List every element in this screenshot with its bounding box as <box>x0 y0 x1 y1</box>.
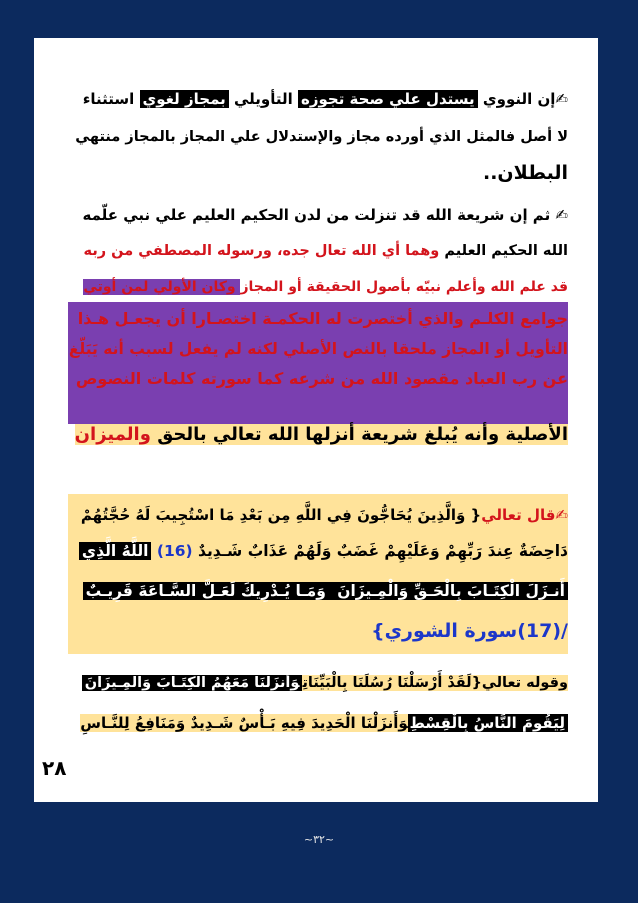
p1-line1: ✍إن النووي يستدل علي صحة تجوزه التأويلي بمجاز لغوي استثناء <box>82 90 568 108</box>
p2-line6: عن رب العباد مقصود الله من شرعه كما سورته كلمات النصوص <box>75 369 568 388</box>
p3-line2: دَاحِضَةٌ عِندَ رَبِّهِمْ وَعَلَيْهِمْ غَضَبٌ وَلَهُمْ عَذَابٌ شَـدِيدٌ (16) اللَّهُ الَّذِي <box>79 536 568 566</box>
page-number: ٢٨ <box>42 756 67 780</box>
p2-line4: جوامع الكلـم والذي أختصرت له الحكمـة اختصـارا أن يجعـل هـذا <box>77 309 568 328</box>
p1-line2: لا أصل فالمثل الذي أورده مجاز والإستدلال علي المجاز بالمجاز منتهي <box>75 129 568 145</box>
footer-page-number: ~٣٢~ <box>303 833 335 846</box>
p3-line4: /(17)سورة الشوري} <box>371 620 568 642</box>
p2-line1: ✍ ثم إن شريعة الله قد تنزلت من لدن الحكيم العليم علي نبي علّمه <box>82 206 568 224</box>
p2-line7: الأصلية وأنه يُبلغ شريعة أنزلها الله تعالي بالحق والميزان <box>74 424 568 445</box>
document-page <box>34 38 598 802</box>
p1-line3: البطلان.. <box>483 162 568 184</box>
p4-line2: لِيَقُومَ النَّاسُ بِالْقِسْطِوَأَنزَلْنَا الْحَدِيدَ فِيهِ بَـأْسٌ شَـدِيدٌ وَمَنَافِعُ لِلنَّـاسِ <box>80 708 568 738</box>
p2-line3: قد علم الله وأعلم نبيّه بأصول الحقيقة أو المجاز وكان الأولي لمن أوتي <box>83 279 568 295</box>
p4-line1: وقوله تعالي{لَقَدْ أَرْسَلْنَا رُسُلَنَا بِالْبَيِّنَاتِوَأَنزَلْنَا مَعَهُمُ الْكِتَـابَ وَالْمِـيزَانَ <box>82 668 568 698</box>
p2-line5: التأويل أو المجاز ملحقا بالنص الأصلي لكنه لم يفعل لسبب أنه يَبَلّغ <box>68 340 568 358</box>
p3-line1: ✍قال تعالي{ وَالَّذِينَ يُحَاجُّونَ فِي اللَّهِ مِن بَعْدِ مَا اسْتُجِيبَ لَهُ حُجَّتُهُمْ <box>80 506 568 524</box>
p3-line3: أَنـزَلَ الْكِتَـابَ بِالْحَـقِّ وَالْمِـيزَانَ وَمَـا يُـدْرِيكَ لَعَـلَّ السَّـاعَةَ قَرِيـبٌ <box>83 576 568 606</box>
p2-line2: الله الحكيم العليم وهما أي الله تعال جده، ورسوله المصطفي من ربه <box>83 243 568 259</box>
